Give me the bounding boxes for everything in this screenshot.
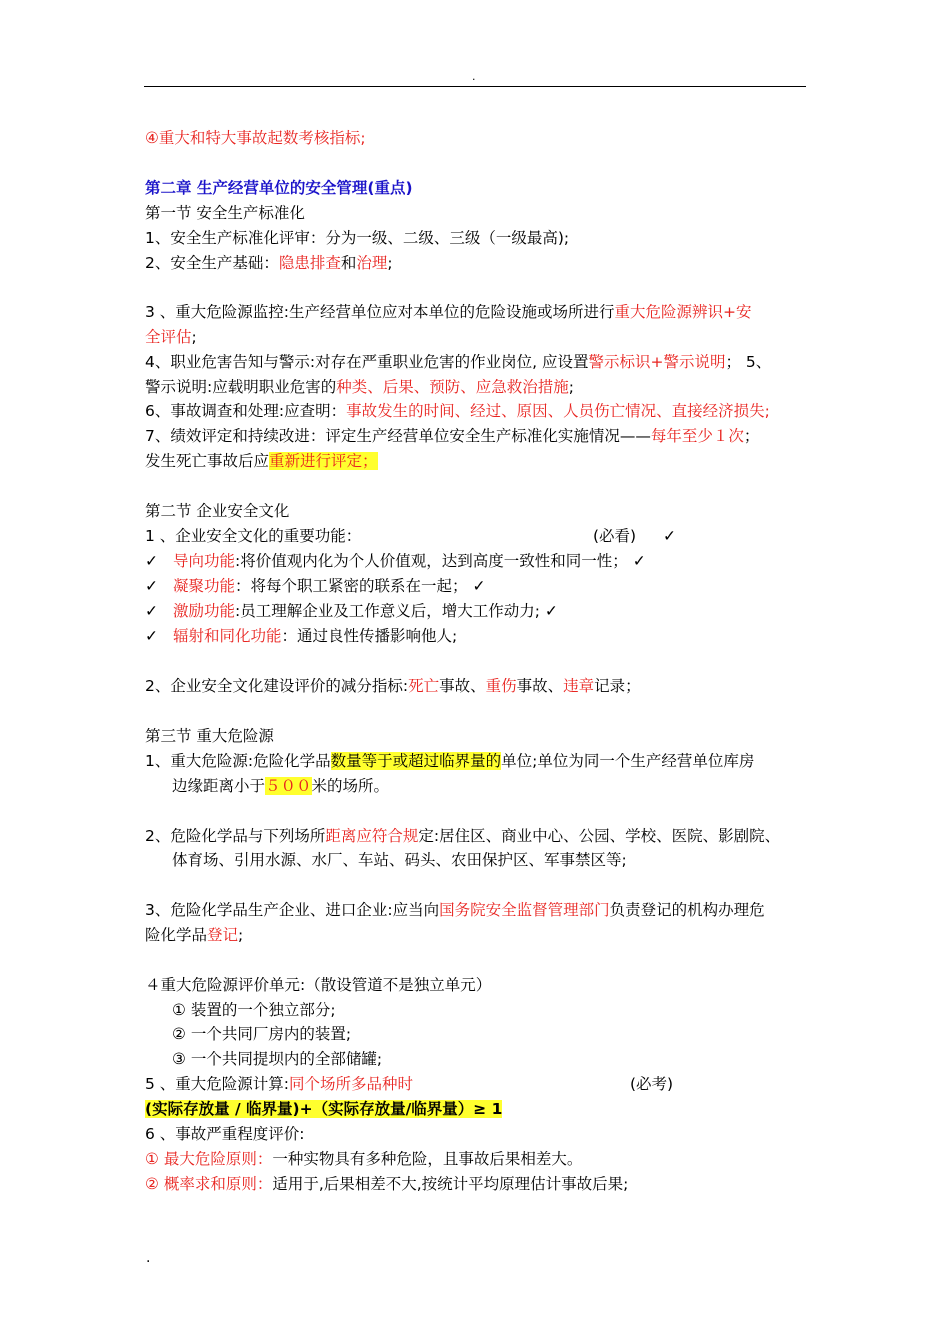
footer-dot: . xyxy=(146,1250,151,1266)
line-15: ✓ 导向功能:将价值观内化为个人价值观，达到高度一致性和同一性； ✓ xyxy=(145,552,646,570)
check-icon: ✓ xyxy=(145,602,158,620)
check-icon: ✓ xyxy=(632,552,646,570)
line-29: ② 一个共同厂房内的装置; xyxy=(172,1025,352,1043)
line-9: 警示说明:应载明职业危害的种类、后果、预防、应急救治措施; xyxy=(145,378,574,396)
check-icon: ✓ xyxy=(472,577,486,595)
section-3-title: 第三节 重大危险源 xyxy=(145,727,274,745)
line-7: 全评估; xyxy=(145,328,197,346)
line-1: ④重大和特大事故起数考核指标; xyxy=(145,129,366,147)
line-12: 发生死亡事故后应重新进行评定； xyxy=(145,452,378,470)
line-10: 6、事故调查和处理:应查明：事故发生的时间、经过、原因、人员伤亡情况、直接经济损失; xyxy=(145,402,770,420)
section-1-title: 第一节 安全生产标准化 xyxy=(145,204,305,222)
line-14: 1 、企业安全文化的重要功能： (必看) ✓ xyxy=(145,527,676,545)
line-6: 3 、重大危险源监控:生产经营单位应对本单位的危险设施或场所进行重大危险源辨识+安 xyxy=(145,303,752,321)
header-rule xyxy=(144,86,806,87)
line-22: 边缘距离小于５００米的场所。 xyxy=(172,777,390,795)
line-35: ② 概率求和原则：适用于,后果相差不大,按统计平均原理估计事故后果; xyxy=(145,1175,629,1193)
line-5: 2、安全生产基础：隐患排查和治理; xyxy=(145,254,393,272)
line-31: 5 、重大危险源计算:同个场所多品种时 (必考) xyxy=(145,1075,674,1093)
line-17: ✓ 激励功能:员工理解企业及工作意义后，增大工作动力; ✓ xyxy=(145,602,558,620)
line-28: ① 装置的一个独立部分; xyxy=(172,1001,336,1019)
line-8: 4、职业危害告知与警示:对存在严重职业危害的作业岗位, 应设置警示标识+警示说明； 5、 xyxy=(145,353,772,371)
line-24: 体育场、引用水源、水厂、车站、码头、农田保护区、军事禁区等; xyxy=(172,851,627,869)
line-16: ✓ 凝聚功能：将每个职工紧密的联系在一起； ✓ xyxy=(145,577,486,595)
formula: (实际存放量 / 临界量)+（实际存放量/临界量）≥ 1 xyxy=(145,1100,503,1118)
chapter-2-title: 第二章 生产经营单位的安全管理(重点) xyxy=(145,179,413,197)
line-30: ③ 一个共同提坝内的全部储罐; xyxy=(172,1050,383,1068)
check-icon: ✓ xyxy=(544,602,558,620)
line-34: ① 最大危险原则：一种实物具有多种危险，且事故后果相差大。 xyxy=(145,1150,583,1168)
check-icon: ✓ xyxy=(145,627,158,645)
line-19: 2、企业安全文化建设评价的减分指标:死亡事故、重伤事故、违章记录； xyxy=(145,677,641,695)
line-21: 1、重大危险源:危险化学品数量等于或超过临界量的单位;单位为同一个生产经营单位库房 xyxy=(145,752,755,770)
line-11: 7、绩效评定和持续改进：评定生产经营单位安全生产标准化实施情况——每年至少１次； xyxy=(145,427,760,445)
line-33: 6 、事故严重程度评价: xyxy=(145,1125,305,1143)
line-18: ✓ 辐射和同化功能：通过良性传播影响他人; xyxy=(145,627,458,645)
line-26: 险化学品登记; xyxy=(145,926,244,944)
line-23: 2、危险化学品与下列场所距离应符合规定:居住区、商业中心、公园、学校、医院、影剧院、 xyxy=(145,827,781,845)
line-27: ４重大危险源评价单元:（散设管道不是独立单元） xyxy=(145,976,492,994)
line-4: 1、安全生产标准化评审：分为一级、二级、三级（一级最高); xyxy=(145,229,570,247)
check-icon: ✓ xyxy=(145,552,158,570)
line-25: 3、危险化学品生产企业、进口企业:应当向国务院安全监督管理部门负责登记的机构办理危 xyxy=(145,901,765,919)
section-2-title: 第二节 企业安全文化 xyxy=(145,502,290,520)
check-icon: ✓ xyxy=(145,577,158,595)
header-dot: . xyxy=(472,70,476,83)
